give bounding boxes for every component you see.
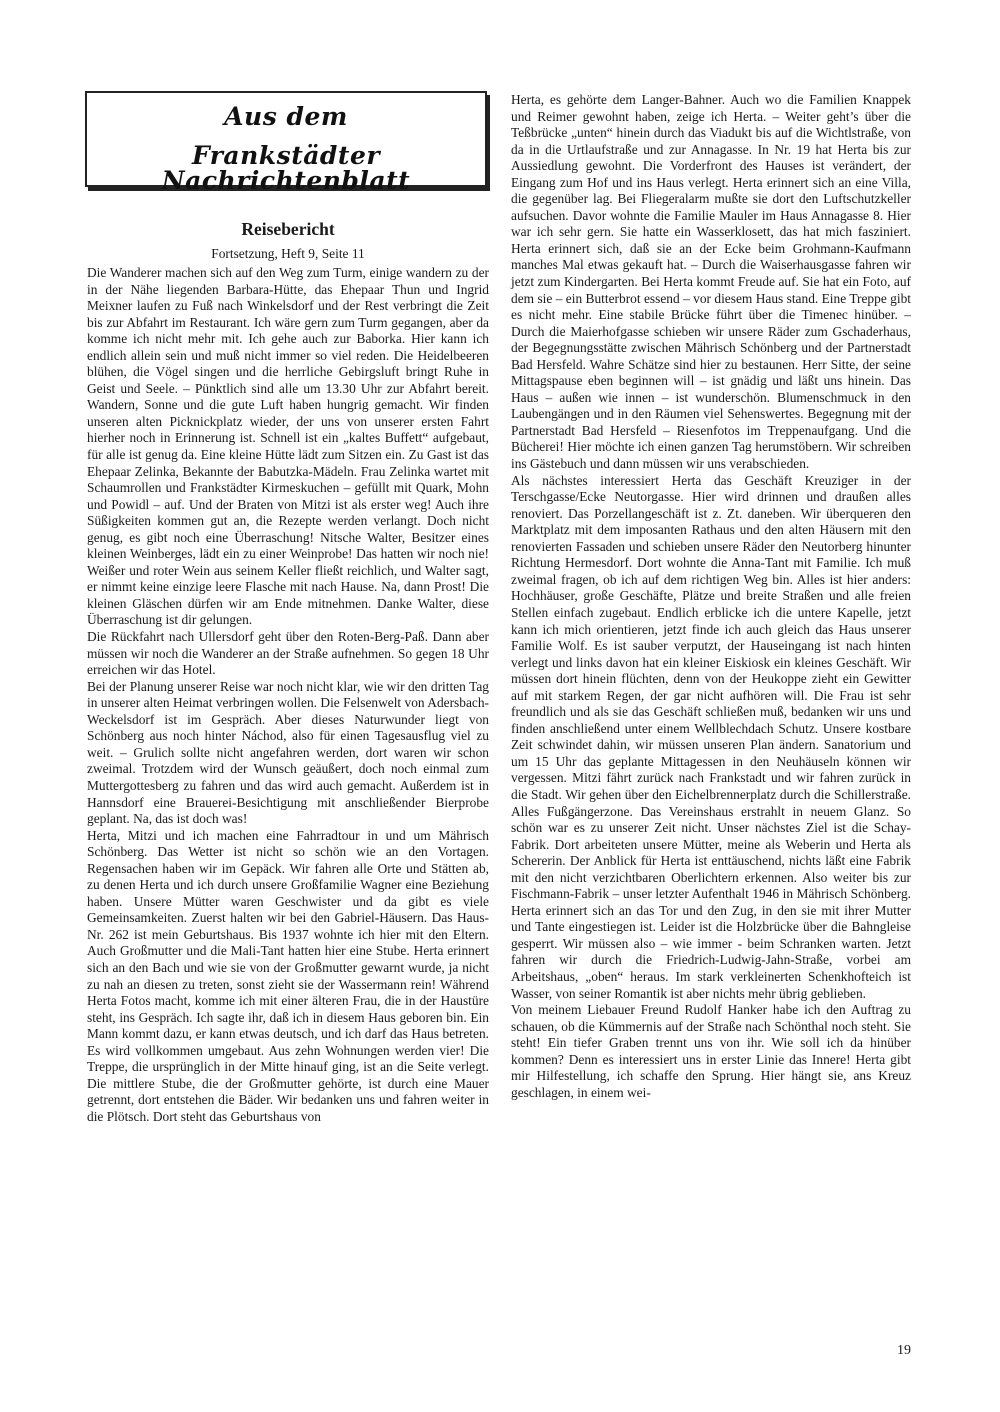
left-column xyxy=(87,265,489,1125)
header-line-1: Aus dem xyxy=(224,102,348,131)
article-subtitle: Fortsetzung, Heft 9, Seite 11 xyxy=(211,246,365,261)
article-title: Reisebericht xyxy=(241,219,335,239)
paragraph: Die Wanderer machen sich auf den Weg zum Turm, einige wandern zu der in der Nähe liegenden Barbara-Hütte, das Ehepaar Thun und Ingrid Meixner laufen zu Fuß nach Winkelsdorf und der Rest verbringt die Zeit bis zur Abfahrt im Restaurant. Ich wäre gern zum Turm gegangen, aber da komme ich nicht mehr mit. Ich gehe auch zur Baborka. Hier kann ich endlich allein sein und muß nicht immer so viel reden. Die Heidelbeeren blühen, die Vögel singen und die herrliche Gebirgsluft bringt Ruhe in Geist und Seele. – Pünktlich sind alle um 13.30 Uhr zur Abfahrt bereit. Wandern, Sonne und die gute Luft haben hungrig gemacht. Wir finden unseren alten Picknickplatz wieder, der uns von unserer ersten Fahrt hierher noch in Erinnerung ist. Schnell ist ein „kaltes Buffett“ aufgebaut, für alle ist genug da. Eine kleine Hütte lädt zum Sitzen ein. Zu Gast ist das Ehepaar Zelinka, Bekannte der Babutzka-Mädeln. Frau Zelinka wartet mit Schaumrollen und Frankstädter Kirmeskuchen – gefüllt mit Quark, Mohn und Powidl – auf. Und der Braten von Mitzi ist als erster weg! Auch ihre Süßigkeiten kommen gut an, die Rezepte werden verlangt. Doch nicht genug, es gibt noch eine Überraschung! Nitsche Walter, Besitzer eines kleinen Weinberges, lädt ein zu einer Weinprobe! Das hatten wir noch nie! Weißer und roter Wein aus seinem Keller fließt reichlich, und Walter sagt, er nimmt keine einzige leere Flasche mit nach Hause. Na, dann Prost! Die kleinen Gläschen dürfen wir am Ende mitnehmen. Danke Walter, diese Überraschung ist dir gelungen. xyxy=(87,265,489,628)
right-column xyxy=(511,92,911,1101)
paragraph: Herta, Mitzi und ich machen eine Fahrradtour in und um Mährisch Schönberg. Das Wetter ist nicht so schön wie an den Vortagen. Regensachen haben wir im Gepäck. Wir fahren alle Orte und Stätten ab, zu denen Herta und ich durch unsere Großfamilie Wagner eine Beziehung haben. Unsere Mütter waren Geschwister und da gibt es viele Gemeinsamkeiten. Zuerst halten wir bei den Gabriel-Häusern. Das Haus-Nr. 262 ist mein Geburtshaus. Bis 1937 wohnte ich hier mit den Eltern. Auch Großmutter und die Mali-Tant hatten hier eine Stube. Herta erinnert sich an den Bach und wie sie von der Großmutter gewarnt wurde, ja nicht zu nah an diesen zu treten, sonst zieht sie der Wassermann rein! Während Herta Fotos macht, komme ich mit einer älteren Frau, die in der Haustüre steht, ins Gespräch. Ich sagte ihr, daß ich in diesem Haus geboren bin. Ein Mann kommt dazu, er kann etwas deutsch, und ich darf das Haus betreten. Es wird vollkommen umgebaut. Aus zehn Wohnungen werden vier! Die Treppe, die ursprünglich in der Mitte hinauf ging, ist an die Seite verlegt. Die mittlere Stube, die der Großmutter gehörte, ist durch eine Mauer getrennt, dort entstehen die Bäder. Wir bedanken uns und fahren weiter in die Plötsch. Dort steht das Geburtshaus von xyxy=(87,827,489,1124)
paragraph: Herta, es gehörte dem Langer-Bahner. Auch wo die Familien Knappek und Reimer gewohnt haben, zeige ich Herta. – Weiter geht’s über die Teßbrücke „unten“ hinein durch das Viadukt bis auf die Wichtlstraße, von da in die Urtlaufstraße und zur Annagasse. In Nr. 19 hat Herta bis zur Aussiedlung gewohnt. Die Vorderfront des Hauses ist verändert, der Eingang zum Hof und ins Haus verlegt. Herta erinnert sich an eine Villa, die gegenüber lag. Bei Fliegeralarm mußte sie dort den Luftschutzkeller aufsuchen. Davor wohnte die Familie Mauler im Haus Annagasse 8. Hier war ich sehr gern. Sie hatte ein Wasserklosett, das hat mich fasziniert. Herta erinnert sich, daß sie an der Ecke beim Grohmann-Kaufmann manches Mal etwas gekauft hat. – Durch die Waiserhausgasse fahren wir jetzt zum Kindergarten. Bei Herta kommt Freude auf. Sie hat ein Foto, auf dem sie – ein Butterbrot essend – vor diesem Haus stand. Eine Treppe gibt es nicht mehr. Eine stabile Brücke führt über die Timenec hinüber. – Durch die Maierhofgasse schieben wir unsere Räder zum Gschaderhaus, der Begegnungsstätte zwischen Mährisch Schönberg und der Partnerstadt Bad Hersfeld. Wahre Schätze sind hier zu bestaunen. Herr Sitte, der seine Mittagspause eben beginnen will – ist gnädig und läßt uns hinein. Das Haus – außen wie innen – ist wunderschön. Blumenschmuck in den Laubengängen und in den Räumen viel Sehenswertes. Begegnung mit der Partnerstadt Bad Hersfeld – Riesenfotos im Treppenaufgang. Und die Bücherei! Hier möchte ich einen ganzen Tag herumstöbern. Wir schreiben ins Gästebuch und dann müssen wir uns verabschieden. xyxy=(511,92,911,472)
paragraph: Bei der Planung unserer Reise war noch nicht klar, wie wir den dritten Tag in unserer alten Heimat verbringen wollen. Die Felsenwelt von Adersbach-Weckelsdorf ist im Gespräch. Aber dieses Naturwunder liegt von Schönberg aus noch hinter Náchod, also für einen Tagesausflug viel zu weit. – Grulich sollte nicht angefahren werden, dort waren wir schon zweimal. Trotzdem wird der Wunsch geäußert, doch noch einmal zum Muttergottesberg zu fahren und das wird auch gemacht. Außerdem ist in Hannsdorf eine Brauerei-Besichtigung mit anschließender Bierprobe geplant. Na, das ist doch was! xyxy=(87,678,489,827)
paragraph: Als nächstes interessiert Herta das Geschäft Kreuziger in der Terschgasse/Ecke Neutorgasse. Hier wird drinnen und draußen alles renoviert. Das Porzellangeschäft ist z. Zt. daneben. Wir überqueren den Marktplatz mit dem imposanten Rathaus und den alten Häusern mit den renovierten Fassaden und schieben unsere Räder den Neutorberg hinunter Richtung Hermesdorf. Dort wohnte die Anna-Tant mit Familie. Ich muß zweimal fragen, ob ich auf dem richtigen Weg bin. Alles ist hier anders: Hochhäuser, große Geschäfte, Plätze und breite Straßen und alle freien Stellen einfach zugebaut. Endlich erblicke ich die untere Kapelle, jetzt kann ich mich orientieren, jetzt finde ich auch gleich das Haus unserer Familie Wolf. Es ist sauber verputzt, der Hauseingang ist nach hinten verlegt und links davon hat ein kleiner Eiskiosk ein kleines Geschäft. Wir müssen dort hinein flüchten, denn von der Heukoppe zieht ein Gewitter auf mit starkem Regen, der gar nicht aufhören will. Die Frau ist sehr freundlich und als sie das Geschäft schließen muß, bedanken wir uns und finden anschließend unter einem Wellblechdach Schutz. Unsere kostbare Zeit schwindet dahin, wir müssen unseren Plan ändern. Sanatorium und um 15 Uhr das geplante Mittagessen in den Neuhäuseln können wir vergessen. Mitzi fährt zurück nach Frankstadt und wir fahren zurück in die Stadt. Wir gehen über den Eichelbrennerplatz durch die Schillerstraße. Alles Fußgängerzone. Das Vereinshaus erstrahlt in neuem Glanz. So schön war es zu unserer Zeit nicht. Unser nächstes Ziel ist die Schay-Fabrik. Dort arbeiteten unsere Mütter, meine als Weberin und Herta als Schererin. Der Anblick für Herta ist enttäuschend, nichts läßt eine Fabrik mit den nicht verzichtbaren Oberlichtern erkennen. Also weiter bis zur Fischmann-Fabrik – unser letzter Aufenthalt 1946 in Mährisch Schönberg. Herta erinnert sich an das Tor und den Zug, in den sie mit ihrer Mutter und Tante eingestiegen ist. Leider ist die Holzbrücke über die Bahngleise gesperrt. Wir müssen also – wie immer - beim Schranken warten. Jetzt fahren wir durch die Friedrich-Ludwig-Jahn-Straße, vorbei am Arbeitshaus, „oben“ heraus. Im stark verkleinerten Schenkhofteich ist Wasser, von seiner Romantik ist aber nichts mehr übrig geblieben. xyxy=(511,472,911,1001)
newsletter-header-box xyxy=(85,91,487,195)
page-number: 19 xyxy=(897,1343,911,1358)
paragraph: Die Rückfahrt nach Ullersdorf geht über den Roten-Berg-Paß. Dann aber müssen wir noch die Wanderer an der Straße aufnehmen. So gegen 18 Uhr erreichen wir das Hotel. xyxy=(87,629,489,678)
paragraph: Von meinem Liebauer Freund Rudolf Hanker habe ich den Auftrag zu schauen, ob die Kümmernis auf der Straße nach Schönthal noch steht. Sie steht! Ein tiefer Graben trennt uns von ihr. Wie soll ich da hinüber kommen? Denn es interessiert uns in erster Linie das Innere! Herta gibt mir Hilfestellung, ich schaffe den Sprung. Hier hängt sie, ans Kreuz geschlagen, in einem wei- xyxy=(511,1002,911,1100)
header-line-2: Frankstädter Nachrichtenblatt xyxy=(161,141,411,195)
